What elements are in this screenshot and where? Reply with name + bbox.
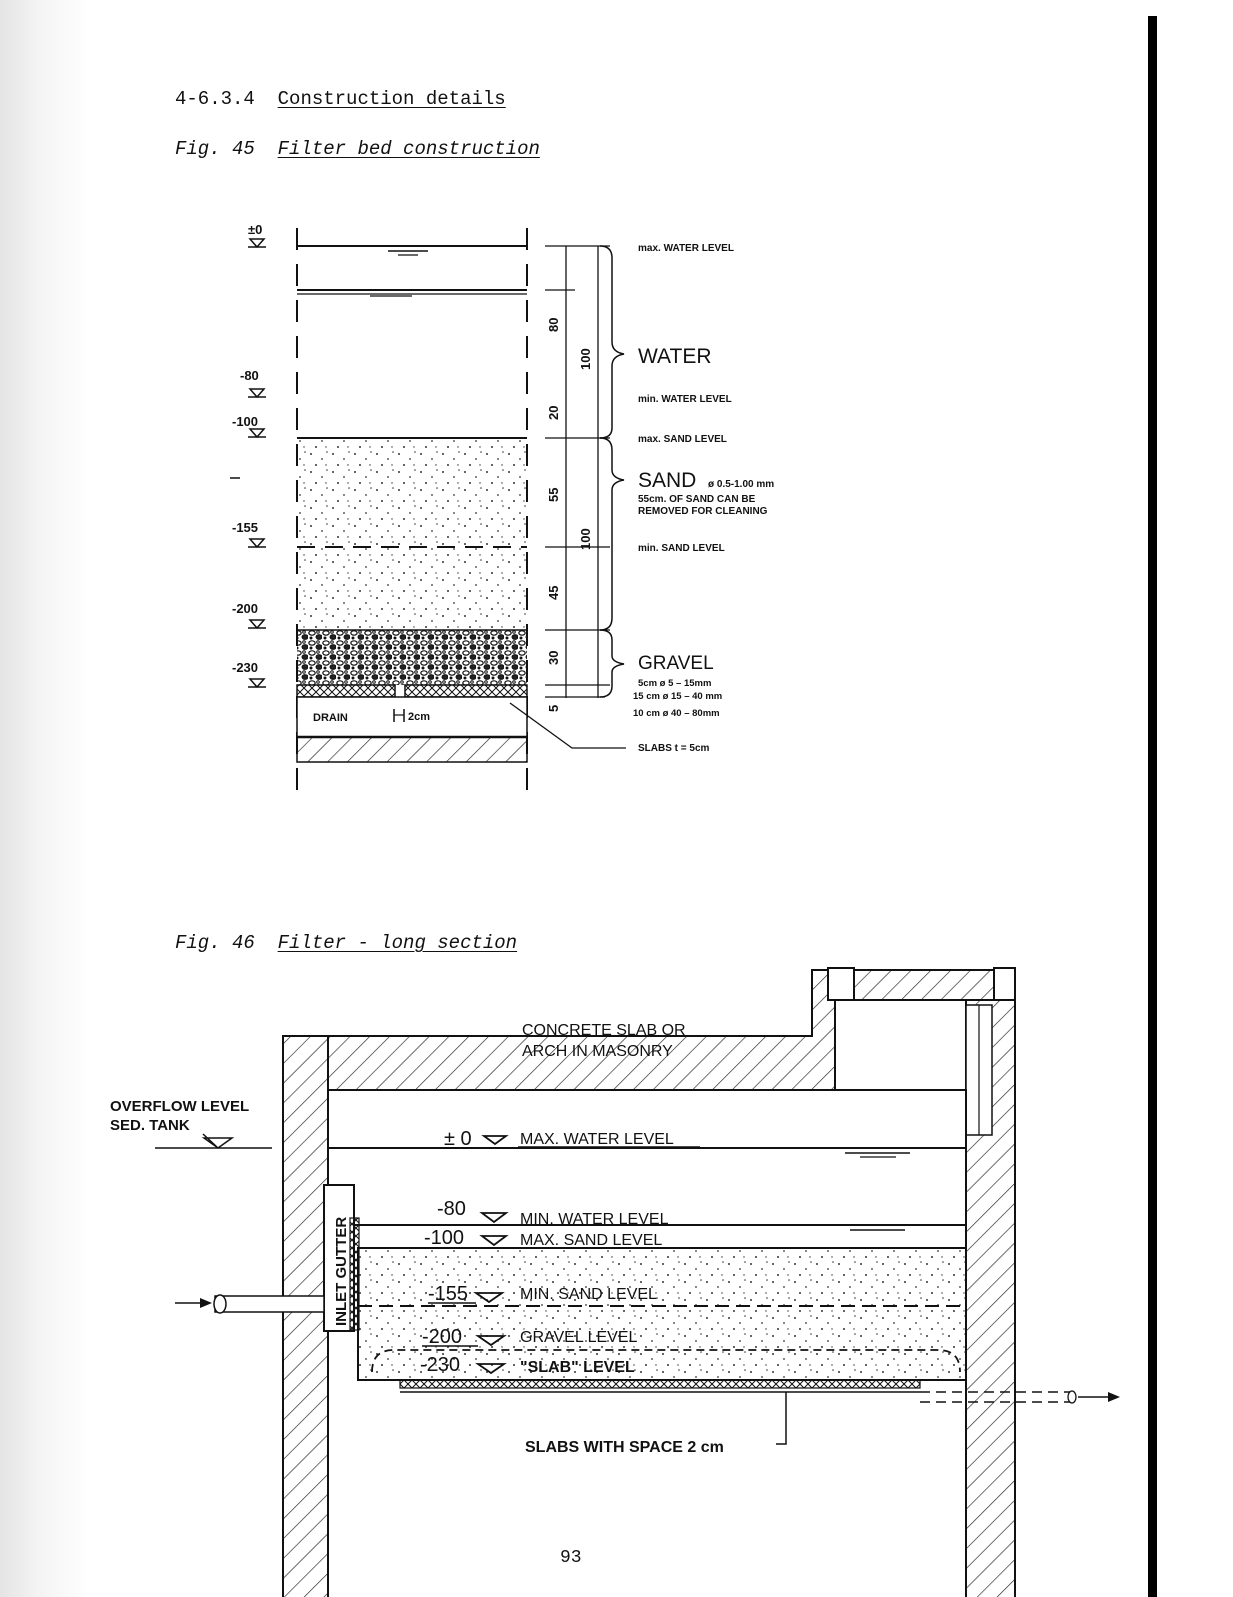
level-value-5: -230 [420, 1354, 461, 1376]
dim-20: 20 [546, 405, 561, 420]
gravel-spec-3: 10 cm ø 40 – 80mm [633, 708, 720, 719]
slabs-label: SLABS t = 5cm [638, 743, 710, 754]
level-label-0: MAX. WATER LEVEL [520, 1131, 674, 1148]
overflow-label-1: OVERFLOW LEVEL [110, 1098, 250, 1115]
min-water-level-label: min. WATER LEVEL [638, 394, 732, 405]
fig45-label: Fig. 45 [175, 138, 255, 160]
sand-note-2: REMOVED FOR CLEANING [638, 506, 768, 517]
section-number: 4-6.3.4 [175, 88, 255, 110]
fig46-title: Filter - long section [277, 932, 518, 954]
gravel-spec-1: 5cm ø 5 – 15mm [638, 678, 712, 689]
slabs-space-label: SLABS WITH SPACE 2 cm [525, 1439, 724, 1456]
level-label-1: MIN. WATER LEVEL [520, 1211, 669, 1228]
level-value-0: ± 0 [444, 1128, 472, 1150]
section-title: Construction details [277, 88, 506, 110]
level-100: -100 [232, 414, 259, 429]
sand-size: ø 0.5-1.00 mm [708, 479, 775, 490]
level-200: -200 [232, 601, 259, 616]
level-label-5: "SLAB" LEVEL [520, 1359, 635, 1376]
water-label: WATER [638, 345, 712, 368]
min-sand-level-label: min. SAND LEVEL [638, 543, 725, 554]
fig46-drawing [110, 968, 1120, 1597]
dim-45: 45 [546, 585, 561, 600]
sand-label: SAND [638, 469, 697, 492]
dim-80: 80 [546, 317, 561, 332]
level-value-4: -200 [422, 1326, 463, 1348]
fig45-drawing [230, 222, 774, 800]
gravel-spec-2: 15 cm ø 15 – 40 mm [633, 691, 723, 702]
drain-label: DRAIN [313, 712, 348, 724]
concrete-label-1: CONCRETE SLAB OR [522, 1022, 686, 1039]
gravel-label: GRAVEL [638, 653, 714, 674]
level-label-4: GRAVEL LEVEL [520, 1329, 638, 1346]
level-230: -230 [232, 660, 259, 675]
concrete-label-2: ARCH IN MASONRY [522, 1043, 673, 1060]
level-0: ±0 [248, 222, 263, 237]
gap-label: 2cm [408, 711, 431, 723]
overflow-label-2: SED. TANK [110, 1117, 190, 1134]
fig45-level-markers [230, 222, 266, 687]
sand-note-1: 55cm. OF SAND CAN BE [638, 494, 756, 505]
level-value-1: -80 [437, 1198, 466, 1220]
dim-30: 30 [546, 650, 561, 665]
level-label-3: MIN. SAND LEVEL [520, 1286, 657, 1303]
level-value-2: -100 [424, 1227, 465, 1249]
max-sand-level-label: max. SAND LEVEL [638, 434, 727, 445]
dim-100-sand: 100 [578, 528, 593, 550]
level-value-3: -155 [428, 1283, 469, 1305]
dim-5: 5 [546, 704, 561, 712]
max-water-level-label: max. WATER LEVEL [638, 243, 734, 254]
fig45-title: Filter bed construction [277, 138, 540, 160]
inlet-gutter-label: INLET GUTTER [333, 1216, 350, 1326]
dim-55: 55 [546, 487, 561, 502]
page-number: 93 [560, 1548, 582, 1568]
level-row-4 [422, 1326, 637, 1348]
dim-100-water: 100 [578, 348, 593, 370]
level-row-3 [428, 1283, 657, 1305]
level-label-2: MAX. SAND LEVEL [520, 1232, 663, 1249]
level-155: -155 [232, 520, 259, 535]
level-80: -80 [240, 368, 259, 383]
fig46-label: Fig. 46 [175, 932, 255, 954]
